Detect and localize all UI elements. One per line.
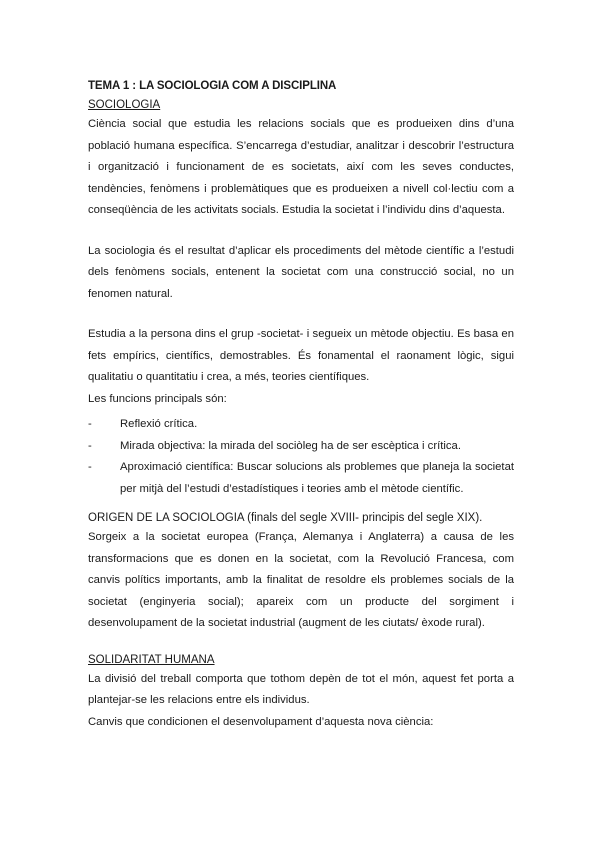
bullet-dash: - <box>88 418 92 430</box>
closing-line: Canvis que condicionen el desenvolupament d’aquesta nova ciència: <box>88 715 434 728</box>
bullet-dash: - <box>88 439 92 452</box>
list-item: - Mirada objectiva: la mirada del sociòleg ha de ser escèptica i crítica. <box>88 436 514 458</box>
document-page <box>88 80 514 733</box>
paragraph-object-of-study: Estudia a la persona dins el grup -societat- i segueix un mètode objectiu. Es basa en fets empírics, científics, demostrables. És fonamental el raonament lògic, sigui qualitatiu o quantitatiu i crea, a més, teories científiques. <box>88 328 514 383</box>
paragraph-solidaritat: La divisió del treball comporta que tothom depèn de tot el món, aquest fet porta a plantejar-se les relacions entre els individus. <box>88 672 514 706</box>
section-heading-sociologia: SOCIOLOGIA <box>88 99 161 111</box>
functions-list <box>88 414 514 500</box>
paragraph-origen: Sorgeix a la societat europea (França, Alemanya i Anglaterra) a causa de les transformacions que es donen en la societat, com la Revolució Francesa, com canvis polítics importants, amb la finalitat de resoldre els problemes socials de la societat (enginyeria social); apareix com un producte del sorgiment i desenvolupament de la societat industrial (augment de les ciutats/ èxode rural). <box>88 531 514 629</box>
functions-intro: Les funcions principals són: <box>88 392 227 405</box>
section-heading-origen: ORIGEN DE LA SOCIOLOGIA (finals del segle XVIII- principis del segle XIX). <box>88 512 483 524</box>
bullet-dash: - <box>88 461 92 473</box>
paragraph-scientific-method: La sociologia és el resultat d’aplicar els procediments del mètode científic a l’estudi dels fenòmens socials, entenent la societat com una construcció social, no un fenomen natural. <box>88 244 514 300</box>
list-item: - Aproximació científica: Buscar solucions als problemes que planeja la societat per mitjà del l’estudi d’estadístiques i teories amb el mètode científic. <box>88 457 514 500</box>
document-title: TEMA 1 : LA SOCIOLOGIA COM A DISCIPLINA <box>88 80 337 92</box>
section-heading-solidaritat: SOLIDARITAT HUMANA <box>88 653 215 666</box>
list-item: - Reflexió crítica. <box>88 414 514 436</box>
paragraph-definition: Ciència social que estudia les relacions socials que es produeixen dins d’una població humana específica. S’encarrega d’estudiar, analitzar i descobrir l’estructura i organització i funcionament de es societats, així com les seves conductes, tendències, fenòmens i problemàtiques que es produeixen a nivell col·lectiu com a conseqüència de les activitats socials. Estudia la societat i l’individu dins d’aquesta. <box>88 118 514 216</box>
